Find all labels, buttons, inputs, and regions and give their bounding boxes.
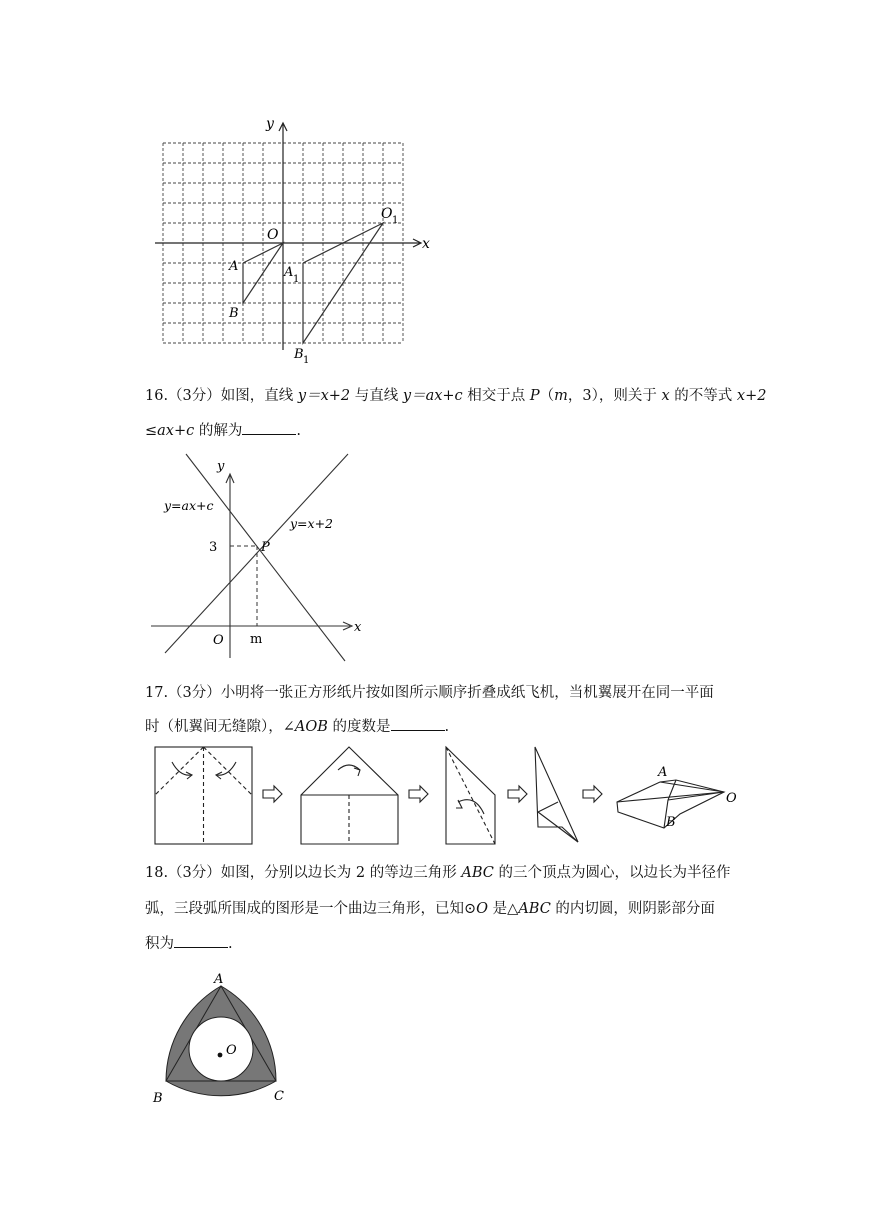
point-o1-subscript: 1 [392,215,399,226]
answer-blank-18 [174,933,228,948]
q17-line1: 17.（3分）小明将一张正方形纸片按如图所示顺序折叠成纸飞机，当机翼展开在同一平面 [145,685,714,701]
point-o-label: O [726,791,737,806]
x-axis-label: x [354,620,362,635]
figure-16-lines [145,450,375,670]
q16-line1: 16.（3分）如图，直线 y＝x+2 与直线 y＝ax+c 相交于点 P（m，3），则关于 x 的不等式 x+2 [145,388,767,404]
point-a-label: A [214,972,224,987]
line-ax-c-label: y=ax+c [164,498,214,513]
answer-blank-16 [242,420,296,435]
point-a-label: A [658,765,668,780]
point-o-label: O [226,1043,237,1058]
q18-line1: 18.（3分）如图，分别以边长为 2 的等边三角形 ABC 的三个顶点为圆心，以边长为半径作 [145,865,731,881]
point-b1-subscript: 1 [303,355,310,365]
point-b1-label: B [294,347,304,362]
point-o1-label: O [381,206,393,222]
value-3-label: 3 [209,540,218,555]
point-b-label: B [229,306,239,321]
m-label: m [250,632,263,647]
center-dot [218,1053,223,1058]
point-b-label: B [153,1091,163,1106]
point-p-label: P [261,540,270,555]
line-x-plus-2-label: y=x+2 [290,516,334,531]
point-a1-label: A [284,265,294,280]
q18-line2: 弧，三段弧所围成的图形是一个曲边三角形，已知⊙O 是△ABC 的内切圆，则阴影部分面 [145,901,715,917]
x-axis-label: x [422,236,430,252]
q16-line2: ≤ax+c 的解为 . [145,420,301,442]
y-axis-label: y [266,116,274,132]
figure-17-paper-plane [150,742,750,850]
point-a-label: A [229,259,239,274]
point-b-label: B [666,815,676,830]
point-c-label: C [274,1089,284,1104]
figure-18-reuleaux [150,968,300,1108]
figure-15-grid [140,110,440,365]
origin-label: O [213,633,224,648]
q18-line3: 积为 . [145,933,233,955]
point-o-label: O [267,227,279,243]
q17-line2: 时（机翼间无缝隙），∠AOB 的度数是 . [145,716,449,738]
point-a1-subscript: 1 [293,274,300,285]
answer-blank-17 [391,716,445,731]
y-axis-label: y [217,459,225,474]
